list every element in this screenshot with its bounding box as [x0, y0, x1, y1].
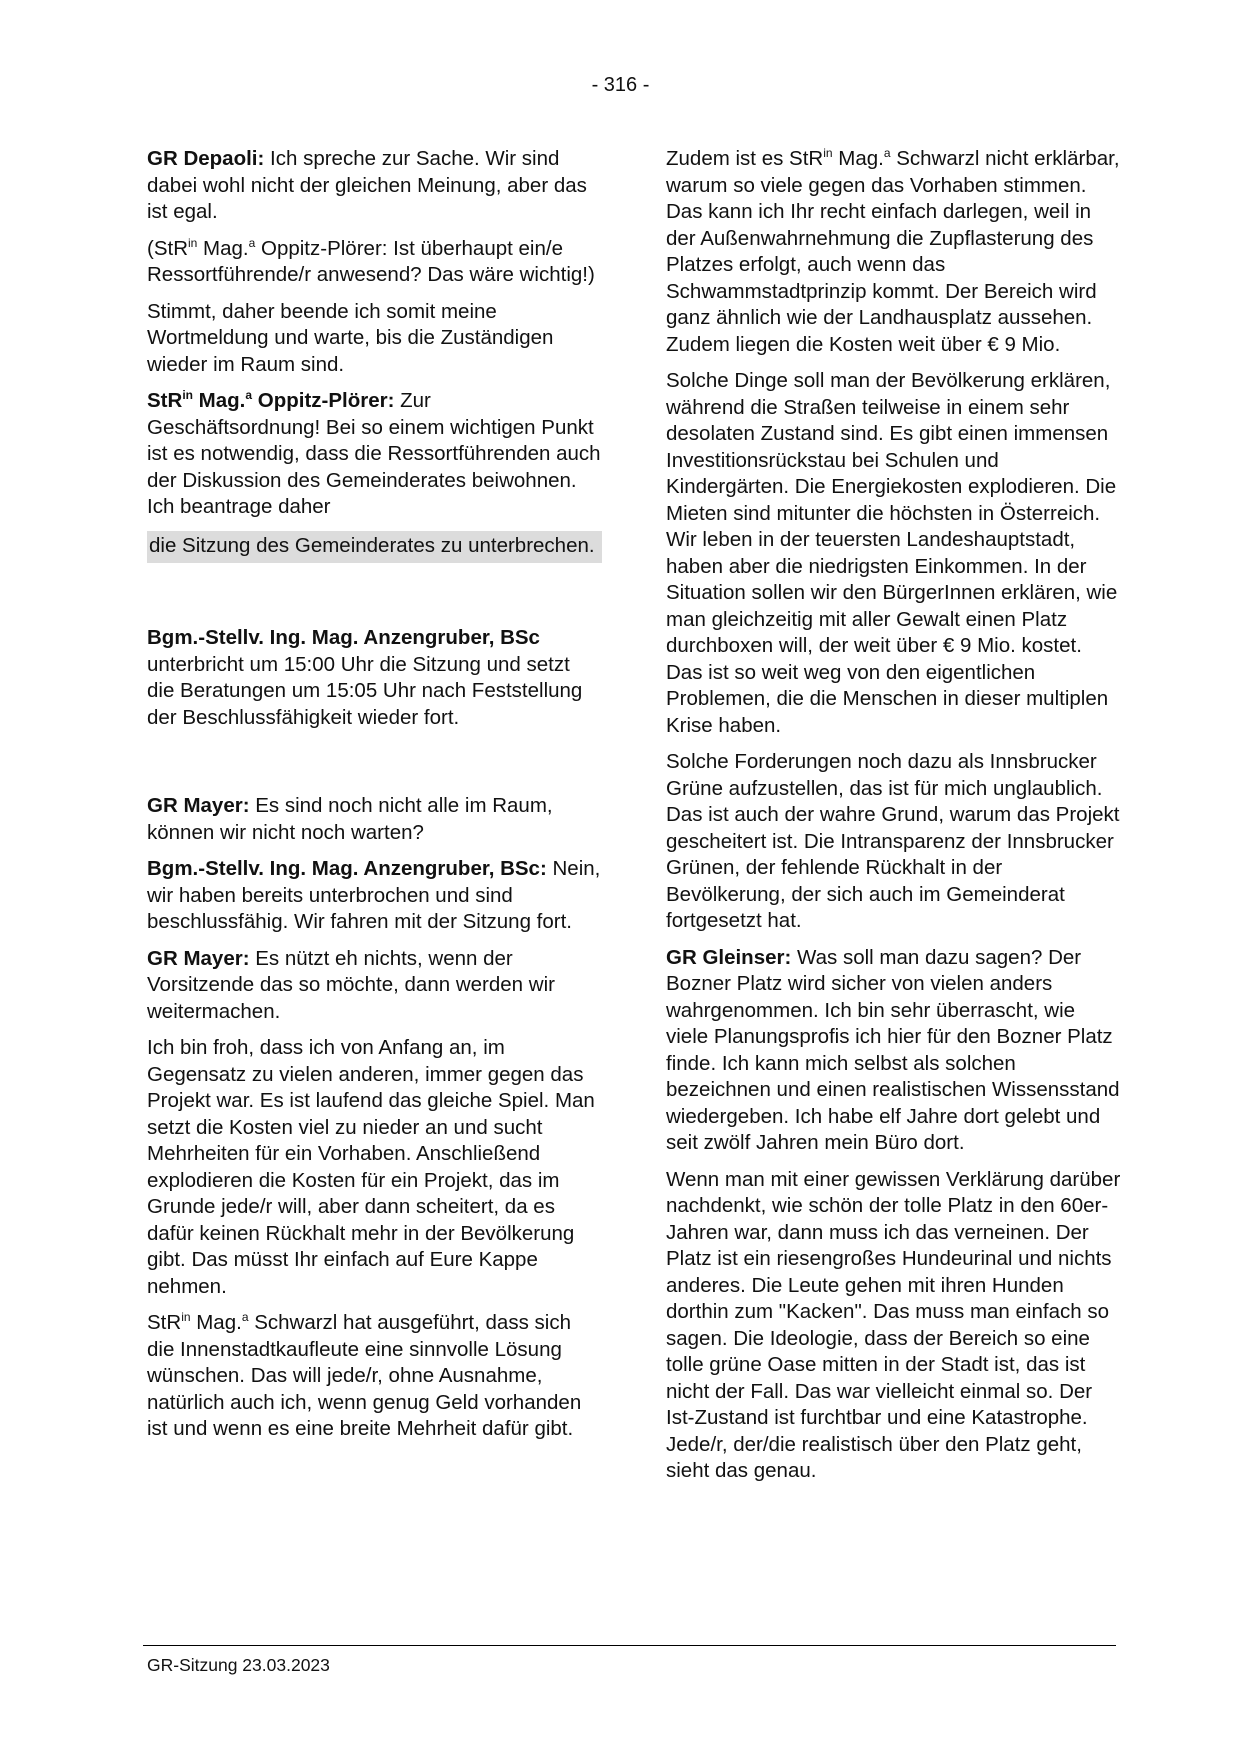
paragraph-gleinser-1: [666, 945, 1121, 1157]
paragraph-chair-reply: [147, 856, 602, 936]
speech-text: Mag.: [190, 1311, 242, 1334]
footer-session-date: GR-Sitzung 23.03.2023: [147, 1655, 330, 1675]
spacer: [147, 573, 602, 625]
speech-text: Ich bin froh, dass ich von Anfang an, im Gegensatz zu vielen anderen, immer gegen das Projekt war. Es ist laufend das gleiche Spiel. Man setzt die Kosten viel zu nieder an und sucht Mehrheiten für ein Vorhaben. Anschließend explodieren die Kosten für ein Projekt, das im Grunde jede/r will, aber dann scheitert, da es dafür keinen Rückhalt mehr in der Bevölkerung gibt. Das müsst Ihr einfach auf Eure Kappe nehmen.: [147, 1036, 595, 1298]
superscript: in: [188, 235, 198, 250]
speech-text: StR: [147, 1311, 182, 1334]
speaker-name: Bgm.-Stellv. Ing. Mag. Anzengruber, BSc: [147, 626, 540, 649]
paragraph-mayer-1: [147, 793, 602, 846]
speaker-name: GR Mayer:: [147, 794, 250, 817]
speaker-part: Oppitz-Plörer:: [252, 389, 395, 412]
page-number: - 316 -: [591, 74, 650, 96]
interjection-text: (StR: [147, 236, 188, 260]
right-column: [666, 146, 1121, 1495]
paragraph-mayer-7: [666, 749, 1121, 935]
speech-text: Schwarzl nicht erklärbar, warum so viele gegen das Vorhaben stimmen. Das kann ich Ihr recht einfach darlegen, weil in der Außenwahrnehmung die Zupflasterung des Platzes erfolgt, auch wenn das Schwammstadtprinzip kommt. Der Bereich wird ganz ähnlich wie der Landhausplatz aussehen. Zudem liegen die Kosten weit über € 9 Mio.: [666, 147, 1120, 356]
spacer: [147, 741, 602, 793]
speech-text: Ich spreche zur Sache. Wir sind dabei wohl nicht der gleichen Meinung, aber das ist egal.: [147, 147, 587, 223]
superscript: a: [883, 146, 891, 160]
speech-text: Nein, wir haben bereits unterbrochen und sind beschlussfähig. Wir fahren mit der Sitzung fort.: [147, 857, 601, 933]
superscript: a: [241, 1310, 249, 1324]
speaker-part: Mag.: [192, 389, 246, 412]
paragraph-gleinser-2: [666, 1167, 1121, 1485]
speech-text: Es nützt eh nichts, wenn der Vorsitzende das so möchte, dann werden wir weitermachen.: [147, 946, 555, 1023]
paragraph-mayer-4: [147, 1310, 602, 1443]
superscript: a: [248, 235, 256, 250]
motion-text: die Sitzung des Gemeinderates zu unterbrechen.: [149, 533, 595, 557]
speaker-name: Bgm.-Stellv. Ing. Mag. Anzengruber, BSc:: [147, 857, 547, 880]
speech-text: Es sind noch nicht alle im Raum, können wir nicht noch warten?: [147, 794, 553, 844]
paragraph-mayer-3: [147, 1035, 602, 1300]
footer-divider: [143, 1645, 1116, 1646]
speech-text: Was soll man dazu sagen? Der Bozner Platz wird sicher von vielen anders wahrgenommen. Ich bin sehr überrascht, wie viele Planungsprofis ich hier für den Bozner Platz finde. Ich kann mich selbst als solchen bezeichnen und einen realistischen Wissensstand wiedergeben. Ich habe elf Jahre dort gelebt und seit zwölf Jahren mein Büro dort.: [666, 945, 1120, 1154]
speech-text: Zur Geschäftsordnung! Bei so einem wichtigen Punkt ist es notwendig, dass die Ressortführenden auch der Diskussion des Gemeinderates beiwohnen. Ich beantrage daher: [147, 389, 601, 518]
superscript: in: [182, 388, 193, 402]
paragraph-chair-interruption: [147, 625, 602, 731]
speech-text: Stimmt, daher beende ich somit meine Wortmeldung und warte, bis die Zuständigen wieder im Raum sind.: [147, 299, 554, 376]
speech-text: Schwarzl hat ausgeführt, dass sich die Innenstadtkaufleute eine sinnvolle Lösung wünschen. Das will jede/r, ohne Ausnahme, natürlich auch ich, wenn genug Geld vorhanden ist und wenn es eine breite Mehrheit dafür gibt.: [147, 1311, 582, 1440]
paragraph-mayer-2: [147, 946, 602, 1026]
speech-text: Wenn man mit einer gewissen Verklärung darüber nachdenkt, wie schön der tolle Platz in den 60er-Jahren war, dann muss ich das verneinen. Der Platz ist ein riesengroßes Hundeurinal und nichts anderes. Die Leute gehen mit ihren Hunden dorthin zum "Kacken". Das muss man einfach so sagen. Die Ideologie, dass der Bereich so eine tolle grüne Oase mitten in der Stadt ist, das ist nicht der Fall. Das war vielleicht einmal so. Der Ist-Zustand ist furchtbar und eine Katastrophe. Jede/r, der/die realistisch über den Platz geht, sieht das genau.: [666, 1167, 1121, 1482]
speech-text: Solche Forderungen noch dazu als Innsbrucker Grüne aufzustellen, das ist für mich unglaublich. Das ist auch der wahre Grund, warum das Projekt gescheitert ist. Die Intransparenz der Innsbrucker Grünen, der fehlende Rückhalt in der Bevölkerung, der sich auch im Gemeinderat fortgesetzt hat.: [666, 750, 1120, 932]
speaker-name: GR Mayer:: [147, 946, 250, 970]
paragraph-mayer-6: [666, 368, 1121, 739]
interjection-text: Oppitz-Plörer: Ist überhaupt ein/e Ressortführende/r anwesend? Das wäre wichtig!): [147, 236, 595, 286]
paragraph-depaoli-cont: [147, 299, 602, 379]
paragraph-motion-highlighted: [147, 531, 602, 564]
speech-text: Zudem ist es StR: [666, 147, 824, 170]
paragraph-interjection: [147, 236, 602, 289]
superscript: in: [181, 1310, 191, 1324]
speaker-name: GR Depaoli:: [147, 147, 265, 170]
speaker-name: [147, 389, 394, 412]
paragraph-mayer-5: [666, 146, 1121, 358]
interjection-text: Mag.: [197, 236, 249, 260]
paragraph-oppitz: [147, 388, 602, 521]
paragraph-depaoli: [147, 146, 602, 226]
speaker-name: GR Gleinser:: [666, 945, 792, 969]
speech-text: Mag.: [832, 147, 884, 170]
speaker-part: StR: [147, 389, 183, 412]
left-column: [147, 146, 602, 1453]
superscript: a: [245, 388, 253, 402]
speech-text: unterbricht um 15:00 Uhr die Sitzung und setzt die Beratungen um 15:05 Uhr nach Feststellung der Beschlussfähigkeit wieder fort.: [147, 652, 583, 729]
superscript: in: [823, 146, 833, 160]
speech-text: Solche Dinge soll man der Bevölkerung erklären, während die Straßen teilweise in einem sehr desolaten Zustand sind. Es gibt einen immensen Investitionsrückstau bei Schulen und Kindergärten. Die Energiekosten explodieren. Die Mieten sind mitunter die höchsten in Österreich. Wir leben in der teuersten Landeshauptstadt, haben aber die niedrigsten Einkommen. In der Situation sollen wir den BürgerInnen erklären, wie man gleichzeitig mit aller Gewalt einen Platz durchboxen will, der weit über € 9 Mio. kostet. Das ist so weit weg von den eigentlichen Problemen, die die Menschen in dieser multiplen Krise haben.: [666, 369, 1118, 737]
